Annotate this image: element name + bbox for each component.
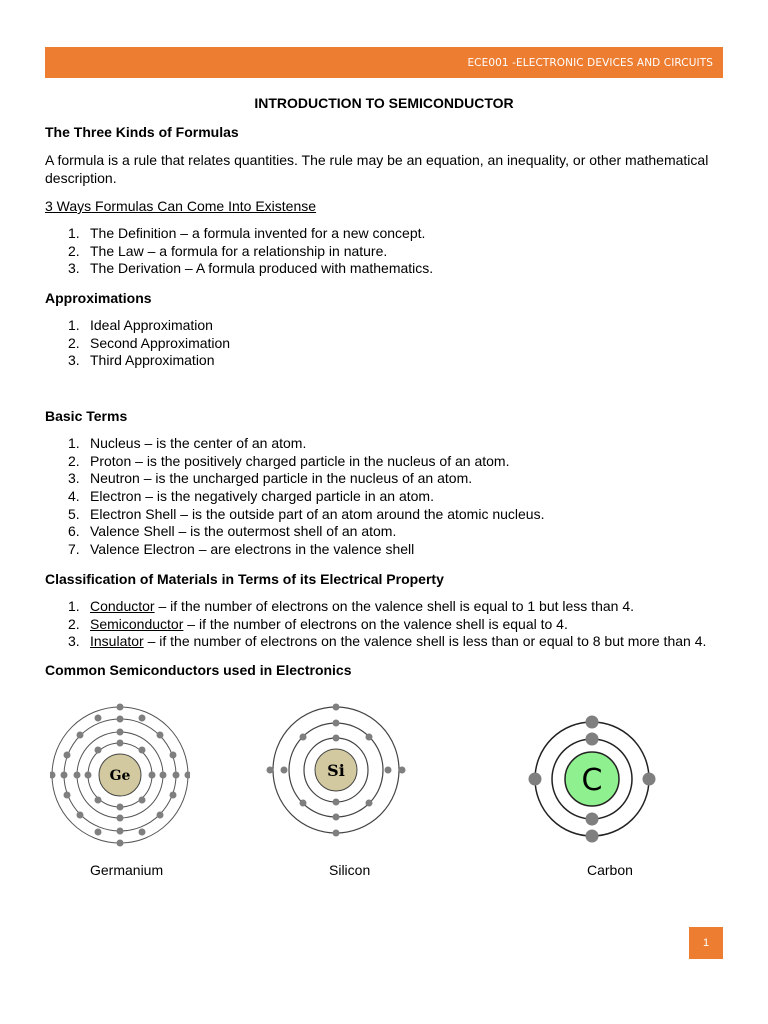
section-heading-approximations: Approximations	[45, 290, 152, 306]
caption-silicon: Silicon	[329, 862, 371, 878]
list-item: 3. The Derivation – A formula produced with mathematics.	[68, 260, 434, 277]
list-item: 2. Second Approximation	[68, 334, 231, 351]
subheading-3-ways: 3 Ways Formulas Can Come Into Existense	[45, 198, 317, 214]
page-header-bar	[45, 47, 723, 78]
approximations-list	[68, 317, 230, 370]
germanium-atom-diagram	[50, 700, 190, 850]
list-item: 1. Nucleus – is the center of an atom.	[68, 435, 307, 451]
list-item: 4. Electron – is the negatively charged particle in an atom.	[68, 488, 434, 505]
classification-list	[68, 598, 706, 651]
list-item: 5. Electron Shell – is the outside part of an atom around the atomic nucleus.	[68, 505, 545, 522]
list-item: 1. Ideal Approximation	[68, 317, 213, 333]
list-item: 6. Valence Shell – is the outermost shell of an atom.	[68, 523, 397, 540]
list-item: 2. The Law – a formula for a relationship in nature.	[68, 242, 388, 259]
list-item: 2. Semiconductor – if the number of electrons on the valence shell is equal to 4.	[68, 615, 568, 632]
paragraph-line-2: description.	[45, 170, 117, 186]
list-item: 3. Insulator – if the number of electrons on the valence shell is less than or equal to 8 but more than 4.	[68, 633, 707, 650]
section-heading-classification: Classification of Materials in Terms of its Electrical Property	[45, 571, 444, 587]
section-heading-common-semiconductors: Common Semiconductors used in Electronics	[45, 662, 352, 678]
section-heading-basic-terms: Basic Terms	[45, 408, 128, 424]
section-heading-formulas: The Three Kinds of Formulas	[45, 124, 239, 140]
caption-carbon: Carbon	[587, 862, 633, 878]
page-number-badge	[689, 927, 723, 959]
page-number: 1	[702, 937, 710, 949]
list-item: 3. Third Approximation	[68, 352, 215, 369]
carbon-atom-diagram	[522, 710, 662, 850]
carbon-symbol: C	[581, 763, 603, 798]
list-item: 2. Proton – is the positively charged particle in the nucleus of an atom.	[68, 452, 510, 469]
germanium-symbol: Ge	[109, 768, 131, 784]
list-item: 1. Conductor – if the number of electrons on the valence shell is equal to 1 but less than 4.	[68, 598, 634, 614]
basic-terms-list	[68, 435, 545, 559]
paragraph-line-1: A formula is a rule that relates quantities. The rule may be an equation, an inequality, or other mathematical	[45, 152, 709, 168]
list-item: 3. Neutron – is the uncharged particle in the nucleus of an atom.	[68, 470, 473, 487]
silicon-atom-diagram	[262, 695, 410, 845]
caption-germanium: Germanium	[90, 862, 164, 878]
list-item: 1. The Definition – a formula invented for a new concept.	[68, 225, 426, 241]
formula-list	[68, 225, 433, 278]
silicon-symbol: Si	[327, 761, 345, 780]
course-title: ECE001 -ELECTRONIC DEVICES AND CIRCUITS	[467, 56, 713, 69]
document-title: INTRODUCTION TO SEMICONDUCTOR	[254, 95, 514, 111]
list-item: 7. Valence Electron – are electrons in the valence shell	[68, 541, 415, 558]
